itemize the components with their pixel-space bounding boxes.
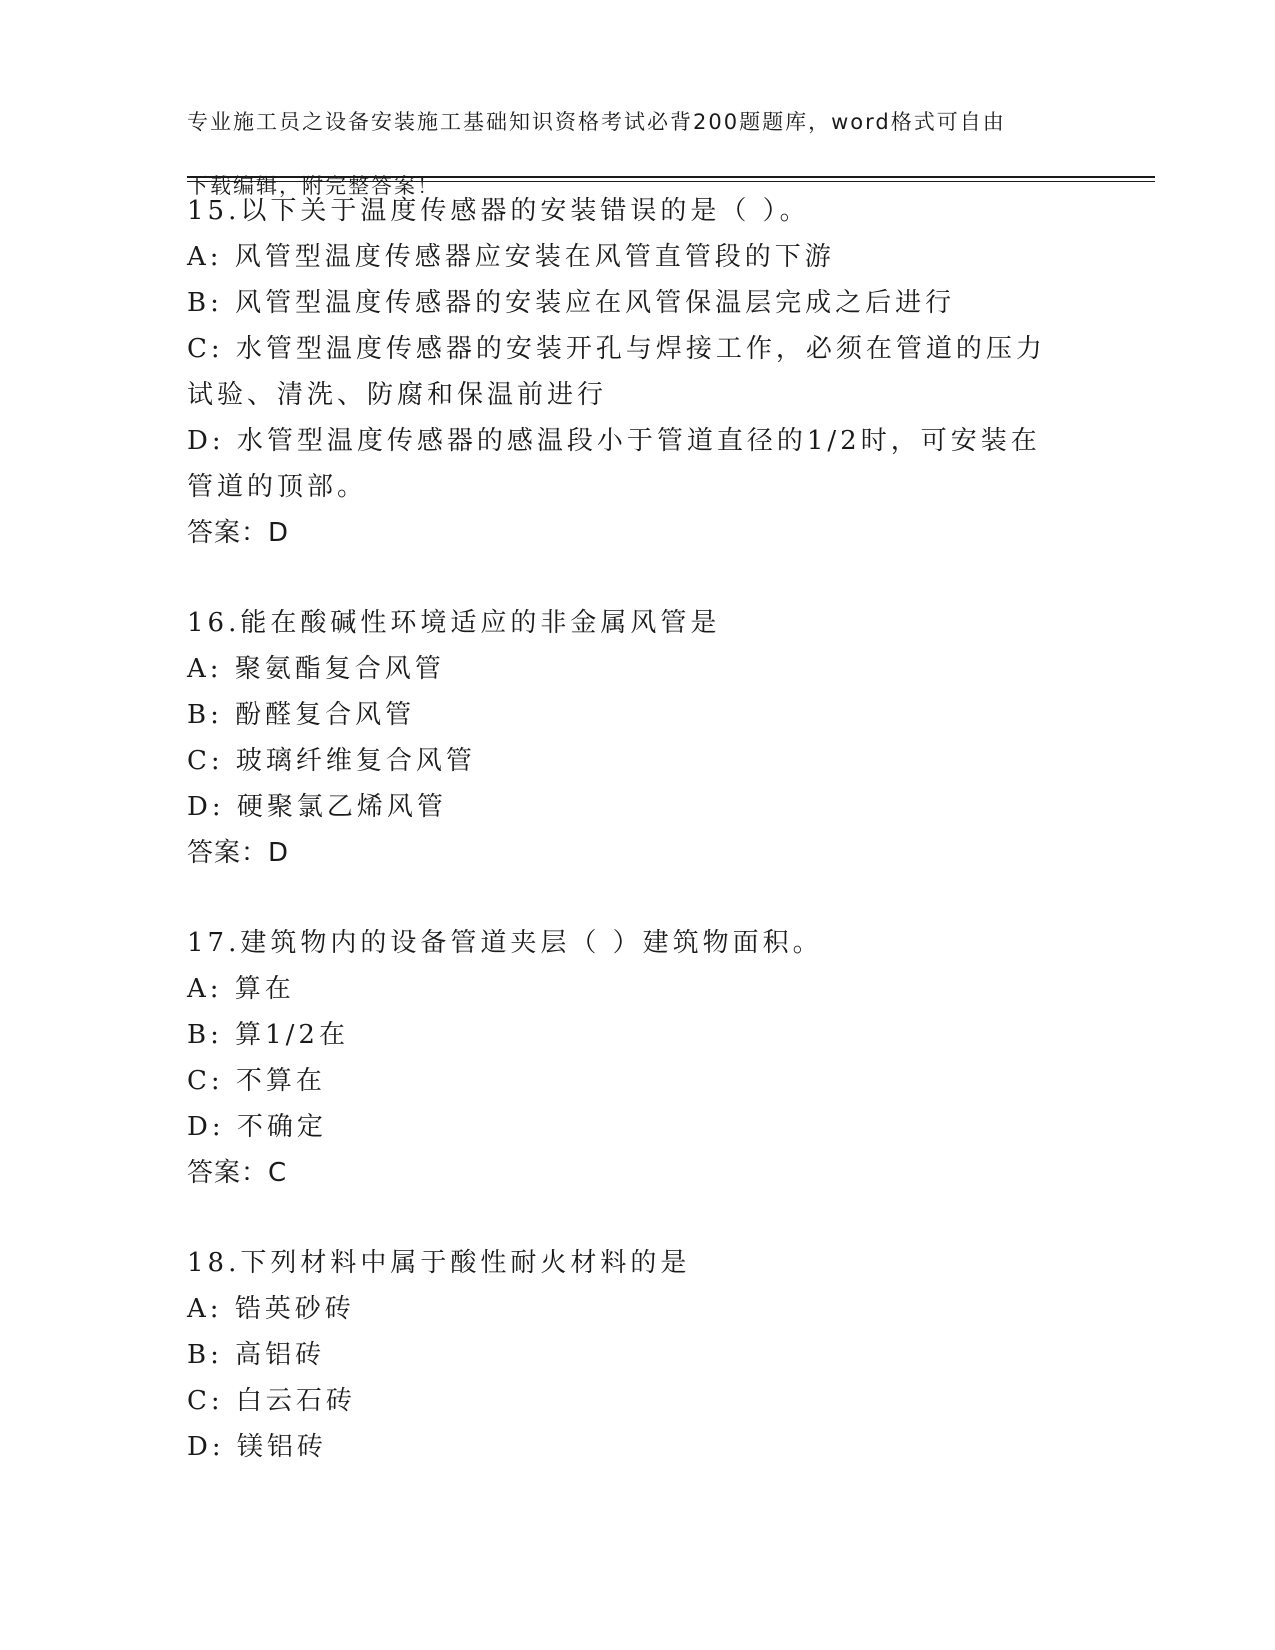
option-c: C: 玻璃纤维复合风管	[187, 746, 476, 776]
option-c: C: 水管型温度传感器的安装开孔与焊接工作，必须在管道的压力试验、清洗、防腐和保温前进行	[187, 334, 1046, 410]
question-spacer	[187, 1196, 1067, 1240]
option-d: D: 硬聚氯乙烯风管	[187, 792, 447, 822]
question-list	[187, 188, 1067, 1470]
option-d: D: 水管型温度传感器的感温段小于管道直径的1/2时，可安装在管道的顶部。	[187, 426, 1041, 502]
answer-label: 答案：D	[187, 838, 290, 868]
question-16	[187, 600, 1067, 876]
option-b: B: 算1/2在	[187, 1020, 349, 1050]
answer-label: 答案：C	[187, 1158, 288, 1188]
header-line-1: 专业施工员之设备安装施工基础知识资格考试必背200题题库，word格式可自由	[187, 110, 1006, 134]
header-line-2: 下载编辑，附完整答案！	[187, 174, 440, 198]
option-a: A: 聚氨酯复合风管	[187, 654, 445, 684]
option-b: B: 风管型温度传感器的安装应在风管保温层完成之后进行	[187, 288, 956, 318]
option-a: A: 锆英砂砖	[187, 1294, 355, 1324]
option-a: A: 算在	[187, 974, 295, 1004]
question-stem: 18.下列材料中属于酸性耐火材料的是	[187, 1248, 691, 1278]
option-c: C: 不算在	[187, 1066, 326, 1096]
option-d: D: 不确定	[187, 1112, 327, 1142]
question-stem: 15.以下关于温度传感器的安装错误的是（ ）。	[187, 196, 810, 226]
option-c: C: 白云石砖	[187, 1386, 356, 1416]
question-15	[187, 188, 1067, 556]
header-divider-thick	[187, 176, 1155, 178]
option-b: B: 酚醛复合风管	[187, 700, 416, 730]
question-spacer	[187, 556, 1067, 600]
header-divider-thin	[187, 181, 1155, 182]
question-18	[187, 1240, 1067, 1470]
question-stem: 16.能在酸碱性环境适应的非金属风管是	[187, 608, 721, 638]
option-a: A: 风管型温度传感器应安装在风管直管段的下游	[187, 242, 835, 272]
question-stem: 17.建筑物内的设备管道夹层（ ）建筑物面积。	[187, 928, 823, 958]
question-17	[187, 920, 1067, 1196]
question-spacer	[187, 876, 1067, 920]
option-d: D: 镁铝砖	[187, 1432, 327, 1462]
option-b: B: 高铝砖	[187, 1340, 326, 1370]
answer-label: 答案：D	[187, 518, 290, 548]
